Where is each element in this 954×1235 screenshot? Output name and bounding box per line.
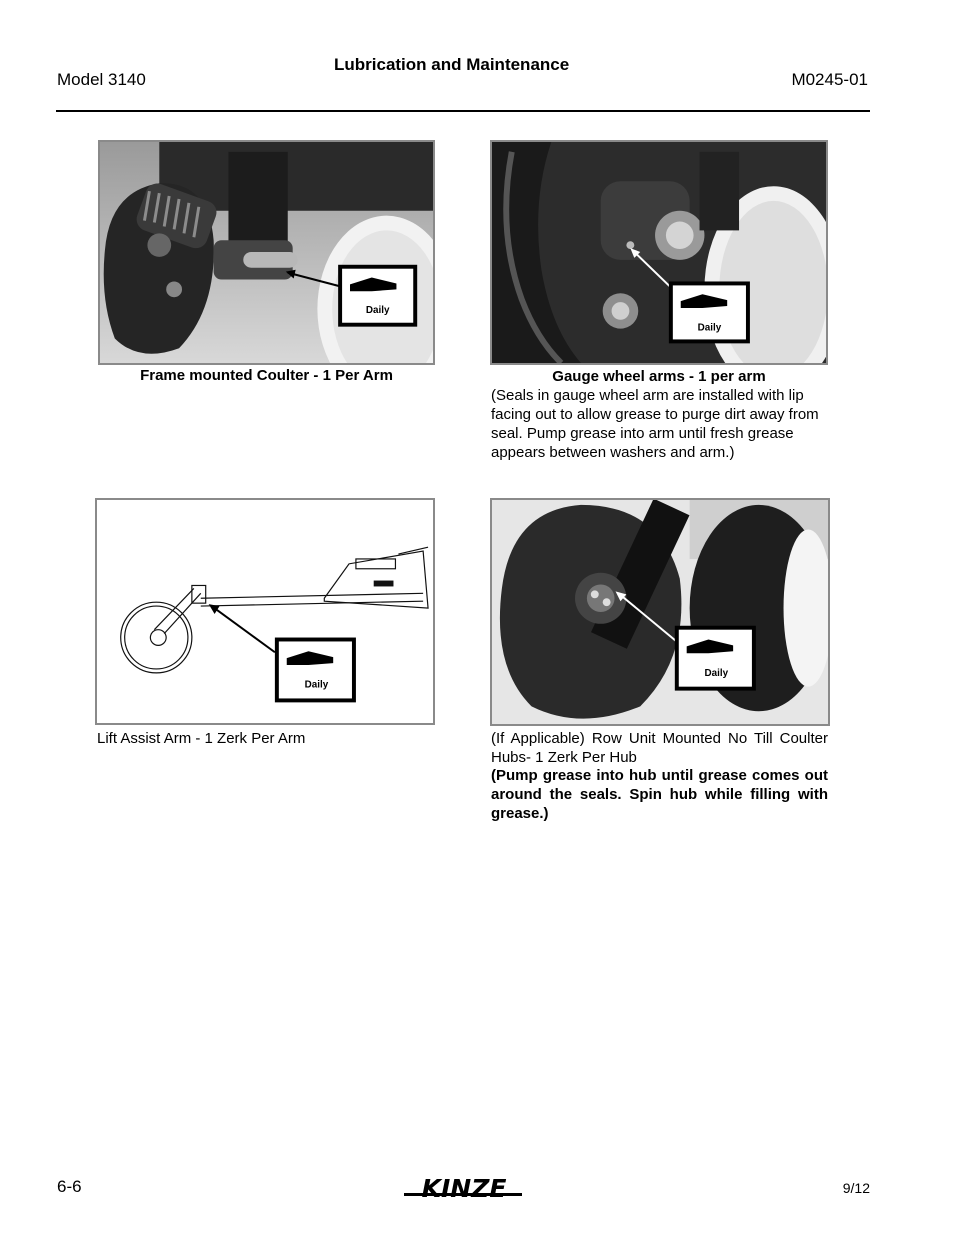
kinze-logo (404, 1175, 524, 1205)
figure-3-caption: Lift Assist Arm - 1 Zerk Per Arm (97, 730, 306, 747)
figure-2-caption-title: Gauge wheel arms - 1 per arm (552, 368, 766, 385)
header-divider (56, 110, 870, 112)
figure-gauge-wheel-arms-photo (490, 140, 828, 365)
figure-frame-mounted-coulter-photo (98, 140, 435, 365)
figure-1-caption: Frame mounted Coulter - 1 Per Arm (140, 367, 393, 384)
figure-4-daily-badge-label: Daily (704, 667, 729, 679)
header-model: Model 3140 (57, 70, 146, 89)
figure-4-caption-body: (If Applicable) Row Unit Mounted No Till Coulter Hubs- 1 Zerk Per Hub (491, 730, 828, 766)
figure-3-daily-badge-label: Daily (304, 679, 329, 691)
header-section-title: Lubrication and Maintenance (334, 55, 570, 74)
header-doc-number: M0245-01 (791, 70, 868, 89)
figure-2-daily-badge-label: Daily (697, 322, 722, 334)
footer-date: 9/12 (842, 1180, 870, 1196)
figure-lift-assist-arm-drawing (95, 498, 435, 725)
figure-no-till-coulter-hub-photo (490, 498, 830, 726)
kinze-logo-text: KINZE (421, 1175, 507, 1203)
figure-2-caption-body: (Seals in gauge wheel arm are installed with lip facing out to allow grease to purge dirt away from seal. Pump grease into arm until fresh grease appears between washers and arm.) (491, 387, 819, 461)
footer-page-number: 6-6 (57, 1177, 82, 1196)
figure-1-daily-badge-label: Daily (365, 304, 390, 316)
figure-4-caption-note: (Pump grease into hub until grease comes out around the seals. Spin hub while filling with grease.) (491, 767, 828, 822)
